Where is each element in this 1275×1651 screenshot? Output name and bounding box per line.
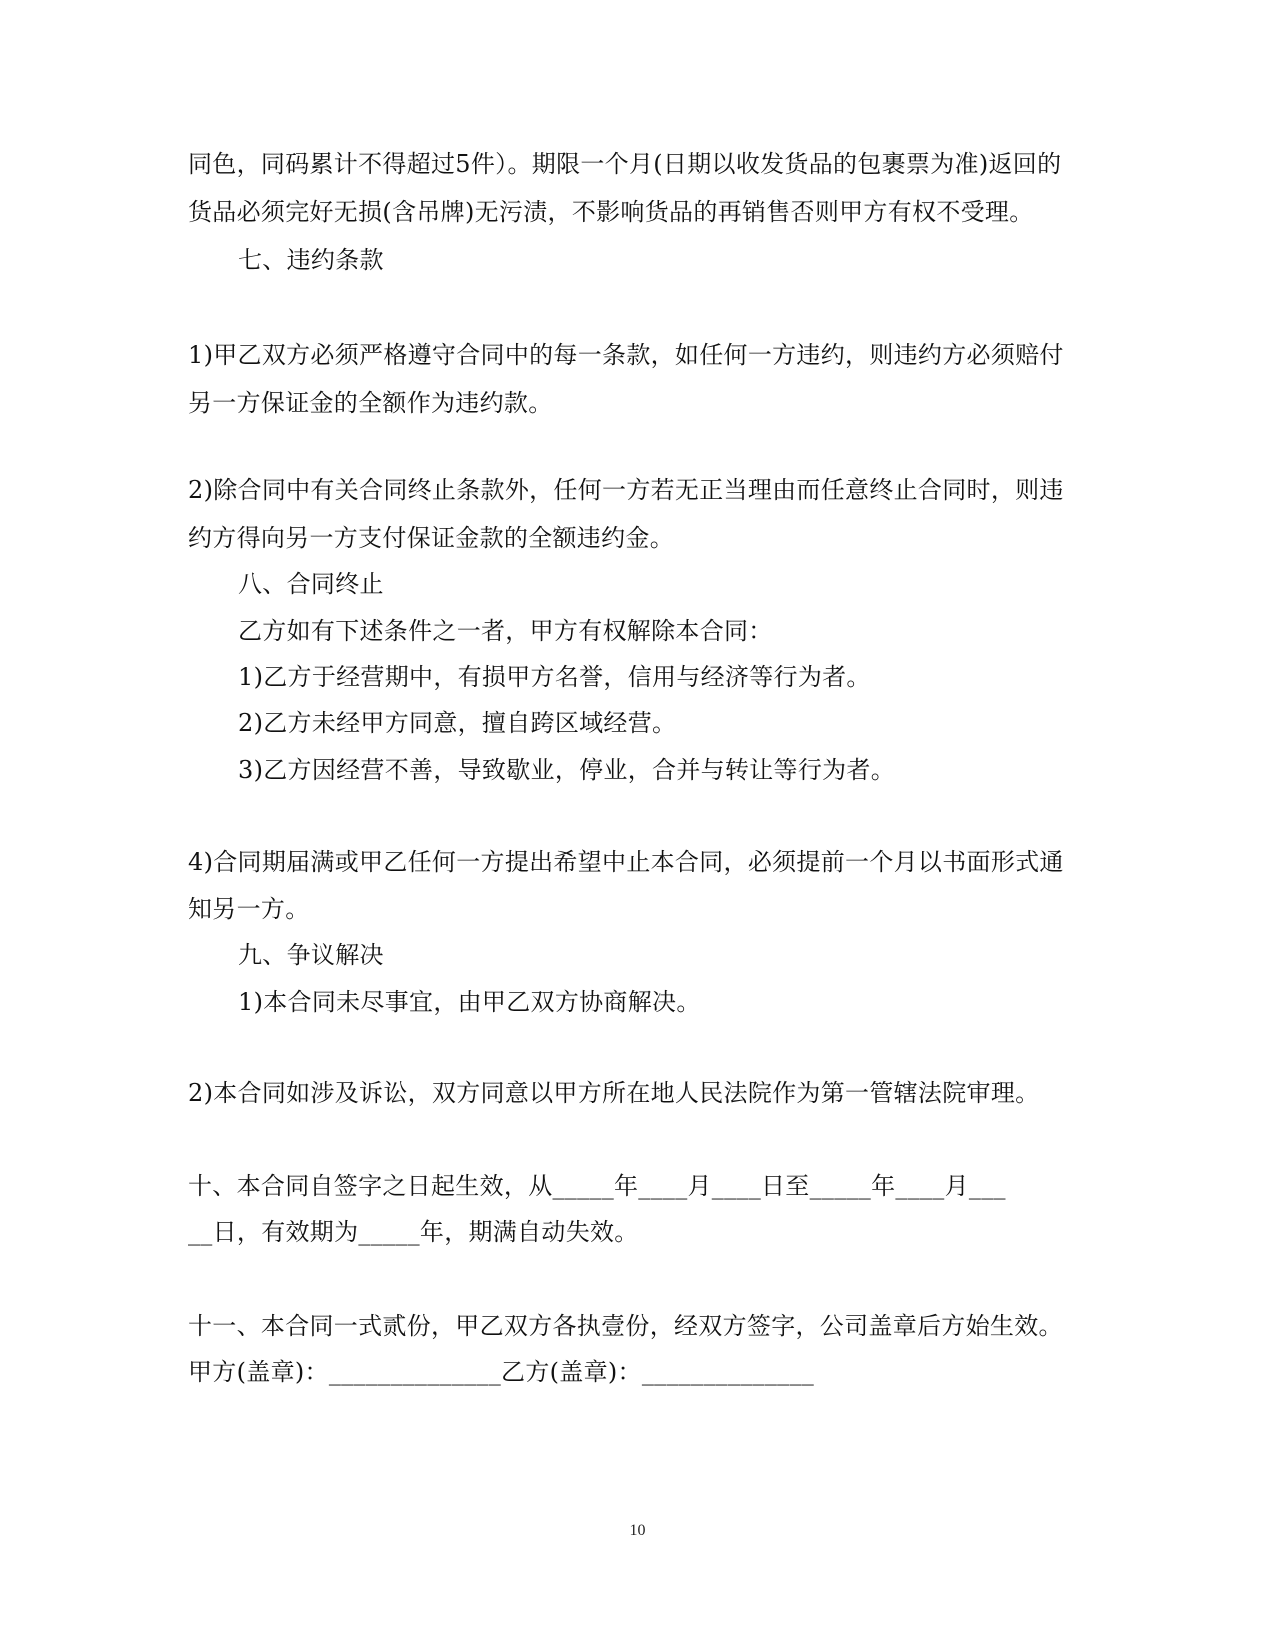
list-item: 1)本合同未尽事宜，由甲乙双方协商解决。 [238,988,701,1016]
paragraph-line: 2)除合同中有关合同终止条款外，任何一方若无正当理由而任意终止合同时，则违 [188,476,1064,504]
list-item: 3)乙方因经营不善，导致歇业，停业，合并与转让等行为者。 [238,756,896,784]
paragraph-line: 2)本合同如涉及诉讼，双方同意以甲方所在地人民法院作为第一管辖法院审理。 [188,1079,1040,1107]
paragraph-line: 知另一方。 [188,895,310,923]
paragraph-line: 十一、本合同一式贰份，甲乙双方各执壹份，经双方签字，公司盖章后方始生效。 [188,1312,1063,1340]
page-number: 10 [629,1522,646,1539]
signature-line: 甲方(盖章)：______________乙方(盖章)：______________ [188,1358,815,1386]
paragraph-line: 另一方保证金的全额作为违约款。 [188,389,553,417]
paragraph-line: 4)合同期届满或甲乙任何一方提出希望中止本合同，必须提前一个月以书面形式通 [188,848,1064,876]
paragraph-line: 货品必须完好无损(含吊牌)无污渍，不影响货品的再销售否则甲方有权不受理。 [188,198,1034,226]
paragraph-line: 乙方如有下述条件之一者，甲方有权解除本合同： [238,617,773,645]
section-heading-9: 九、争议解决 [238,941,384,969]
section-heading-7: 七、违约条款 [238,246,384,274]
paragraph-line: 同色，同码累计不得超过5件）。期限一个月(日期以收发货品的包裹票为准)返回的 [188,150,1062,178]
paragraph-line: 1)甲乙双方必须严格遵守合同中的每一条款，如任何一方违约，则违约方必须赔付 [188,341,1064,369]
paragraph-line: 十、本合同自签字之日起生效，从_____年____月____日至_____年____月___ [188,1172,1006,1200]
paragraph-line: 约方得向另一方支付保证金款的全额违约金。 [188,524,674,552]
section-heading-8: 八、合同终止 [238,570,384,598]
list-item: 1)乙方于经营期中，有损甲方名誉，信用与经济等行为者。 [238,663,871,691]
list-item: 2)乙方未经甲方同意，擅自跨区域经营。 [238,709,677,737]
paragraph-line: __日，有效期为_____年，期满自动失效。 [188,1218,639,1246]
